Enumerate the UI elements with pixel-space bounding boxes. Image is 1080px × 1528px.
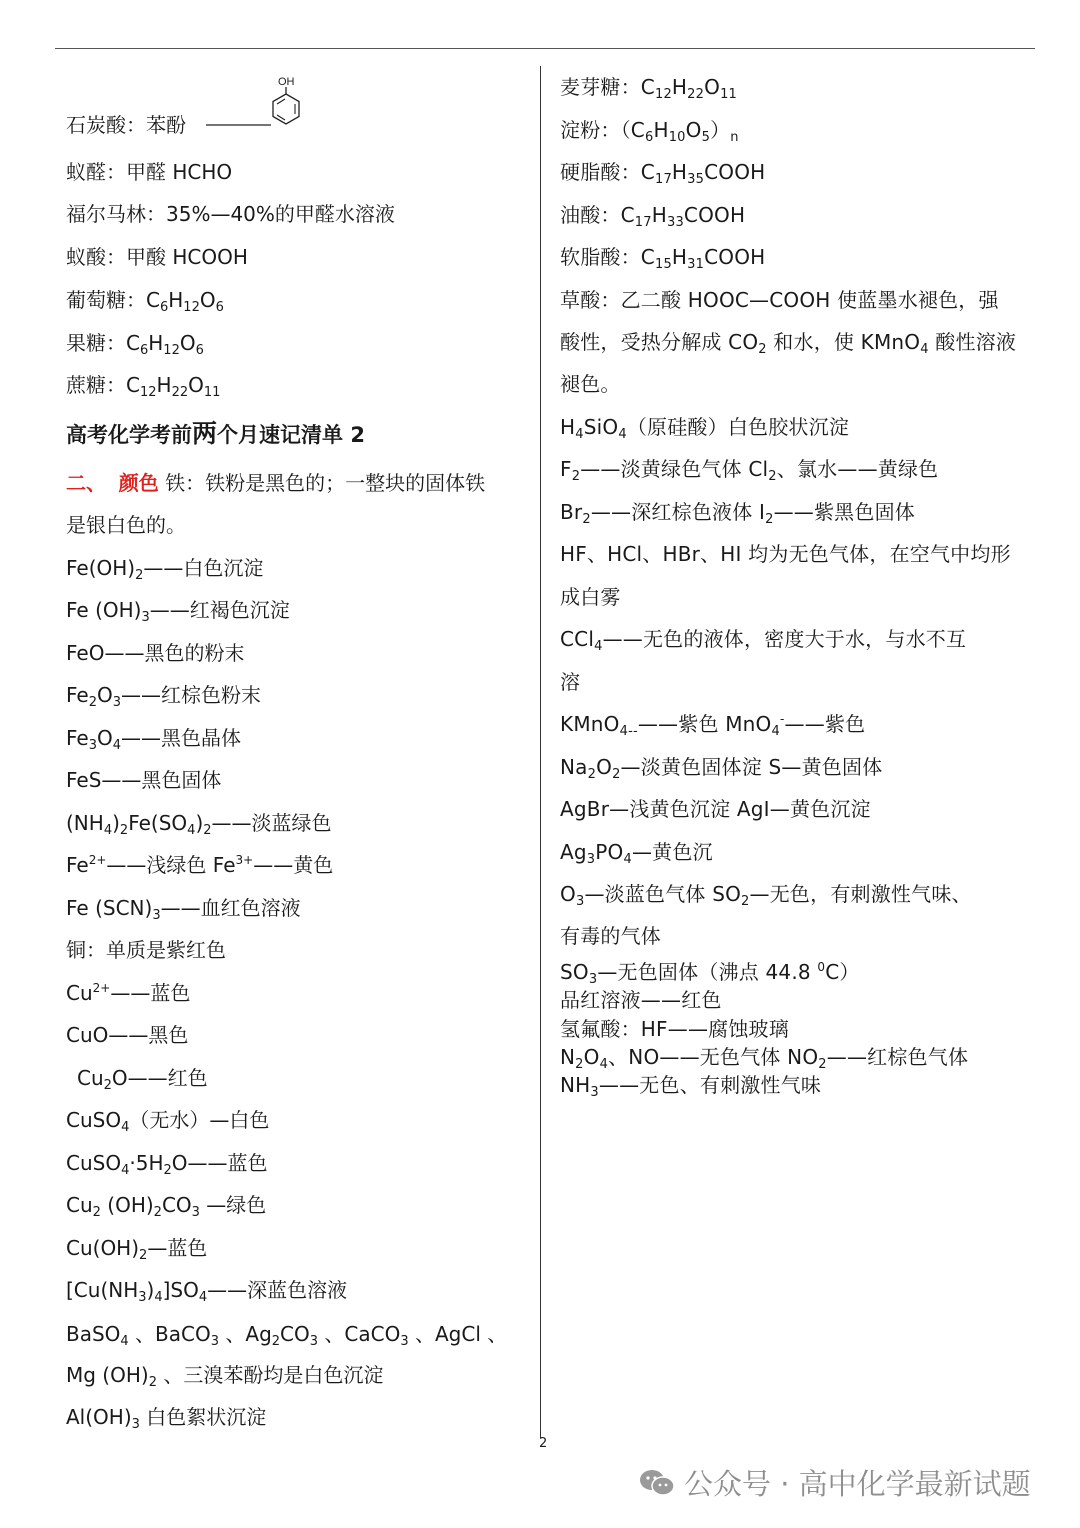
- line-palmitic-acid: 软脂酸：$C_{15}H_{31}COOH$: [560, 245, 766, 272]
- line-stearic-acid: 硬脂酸：$C_{17}H_{35}COOH$: [560, 160, 766, 187]
- line-starch: 淀粉：$(C_6H_{10}O_5)_n$: [560, 118, 739, 145]
- line-color-section-cont: 是银白色的。: [66, 513, 186, 537]
- watermark: [638, 1462, 1031, 1503]
- phenol-structure: [206, 72, 376, 142]
- line-oxalic-acid-cont: 酸性，受热分解成 $CO_2$ 和水，使 KMnO$_4$ 酸性溶液: [560, 330, 1017, 357]
- line-cu2o: $Cu_2O——$红色: [77, 1066, 208, 1093]
- line-so3: $SO_3—$无色固体（沸点 44.8 $^0$C）: [560, 960, 860, 987]
- line-oxalic-acid-end: 褪色。: [560, 372, 621, 396]
- line-fes: FeS——黑色固体: [66, 768, 222, 792]
- line-fe-scn: Fe $(SCN)_3——$血红色溶液: [66, 896, 301, 923]
- line-na2o2-sulfur: $Na_2O_2—$淡黄色固体淀 S—黄色固体: [560, 755, 883, 782]
- line-fuchsin: 品红溶液——红色: [560, 988, 722, 1012]
- line-glucose: 葡萄糖：$C_6H_{12}O_6$: [66, 288, 224, 315]
- page-number: 2: [539, 1436, 548, 1451]
- line-hydrofluoric-acid: 氢氟酸：HF——腐蚀玻璃: [560, 1017, 789, 1041]
- line-formalin: 福尔马林：35%—40%的甲醛水溶液: [66, 202, 395, 226]
- line-hydrogen-halides: HF、HCl、HBr、HI 均为无色气体，在空气中均形: [560, 542, 1011, 566]
- line-color-section: 二、 颜色 铁：铁粉是黑色的；一整块的固体铁: [66, 471, 486, 495]
- line-basic-copper-carbonate: $Cu_2$ $(OH)_2CO_3$ —绿色: [66, 1193, 267, 1220]
- line-silver-halides: AgBr—浅黄色沉淀 AgI—黄色沉淀: [560, 797, 871, 821]
- line-fe-ions: $Fe^{2+}——$浅绿色 $Fe^{3+}——$黄色: [66, 853, 334, 877]
- line-al-oh-3: $Al(OH)_3$ 白色絮状沉淀: [66, 1405, 267, 1432]
- line-oxalic-acid: 草酸：乙二酸 HOOC—COOH 使蓝墨水褪色，强: [560, 288, 999, 312]
- section-heading: 高考化学考前两个月速记清单 2: [66, 419, 365, 448]
- line-hydrogen-halides-cont: 成白雾: [560, 585, 621, 609]
- line-oleic-acid: 油酸：$C_{17}H_{33}COOH$: [560, 203, 746, 230]
- line-sucrose: 蔗糖：$C_{12}H_{22}O_{11}$: [66, 373, 221, 400]
- line-permanganate: KMnO$_{4--}$——紫色 MnO$_4$-——紫色: [560, 712, 866, 739]
- line-cu-ion: $Cu^{2+}——$蓝色: [66, 981, 191, 1005]
- line-bromine-iodine: $Br_2——$深红棕色液体 $I_2——$紫黑色固体: [560, 500, 915, 527]
- column-divider: [540, 66, 541, 1438]
- watermark-text: 公众号 · 高中化学最新试题: [684, 1467, 1031, 1501]
- line-cu-oh-2: $Cu(OH)_2—$蓝色: [66, 1236, 208, 1263]
- line-ccl4-cont: 溶: [560, 670, 581, 694]
- line-mg-oh-2: Mg $(OH)_2$ 、三溴苯酚均是白色沉淀: [66, 1363, 384, 1390]
- line-feo: FeO——黑色的粉末: [66, 641, 245, 665]
- line-formaldehyde: 蚁醛：甲醛 HCHO: [66, 160, 233, 184]
- line-white-precipitates: BaSO$_4$ 、BaCO$_3$ 、$Ag_2CO_3$ 、CaCO$_3$ 、AgCl 、: [66, 1322, 508, 1349]
- line-fructose: 果糖：$C_6H_{12}O_6$: [66, 331, 204, 358]
- line-nitrogen-oxides: $N_2O_4$、NO——无色气体 $NO_2——$红棕色气体: [560, 1045, 969, 1072]
- line-copper: 铜：单质是紫红色: [66, 938, 226, 962]
- header-rule: [55, 48, 1035, 49]
- line-fe-oh-2: $Fe(OH)_2——$白色沉淀: [66, 556, 264, 583]
- line-cuso4-hydrate: $CuSO_4\cdot 5H_2O——$蓝色: [66, 1151, 268, 1178]
- line-maltose: 麦芽糖：$C_{12}H_{22}O_{11}$: [560, 75, 738, 102]
- line-formic-acid: 蚁酸：甲酸 HCOOH: [66, 245, 248, 269]
- line-ccl4: CCl$_4$——无色的液体，密度大于水，与水不互: [560, 627, 967, 654]
- line-ammonia: $NH_3——$无色、有刺激性气味: [560, 1073, 822, 1100]
- line-mohr-salt: $(NH_4)_2Fe(SO_4)_2——$淡蓝绿色: [66, 811, 332, 838]
- phenol-oh-label: OH: [278, 76, 295, 88]
- line-cuo: CuO——黑色: [66, 1023, 189, 1047]
- line-ozone-so2: $O_3—$淡蓝色气体 $SO_2—$无色，有刺激性气味、: [560, 882, 972, 909]
- line-cuso4-anhydrous: CuSO$_4$（无水）—白色: [66, 1108, 270, 1135]
- line-ozone-so2-cont: 有毒的气体: [560, 924, 661, 948]
- line-silver-phosphate: $Ag_3PO_4—$黄色沉: [560, 840, 713, 867]
- line-orthosilicic-acid: $H_4SiO_4$（原硅酸）白色胶状沉淀: [560, 415, 850, 442]
- line-fe3o4: $Fe_3O_4——$黑色晶体: [66, 726, 242, 753]
- line-phenol: 石炭酸：苯酚: [66, 113, 186, 137]
- line-fluorine-chlorine: $F_2——$淡黄绿色气体 $Cl_2$、氯水——黄绿色: [560, 457, 939, 484]
- line-tetraammine: $[Cu(NH_3)_4]SO_4——$深蓝色溶液: [66, 1278, 348, 1305]
- line-fe-oh-3: Fe $(OH)_3——$红褐色沉淀: [66, 598, 290, 625]
- line-fe2o3: $Fe_2O_3——$红棕色粉末: [66, 683, 262, 710]
- wechat-icon: [638, 1468, 676, 1498]
